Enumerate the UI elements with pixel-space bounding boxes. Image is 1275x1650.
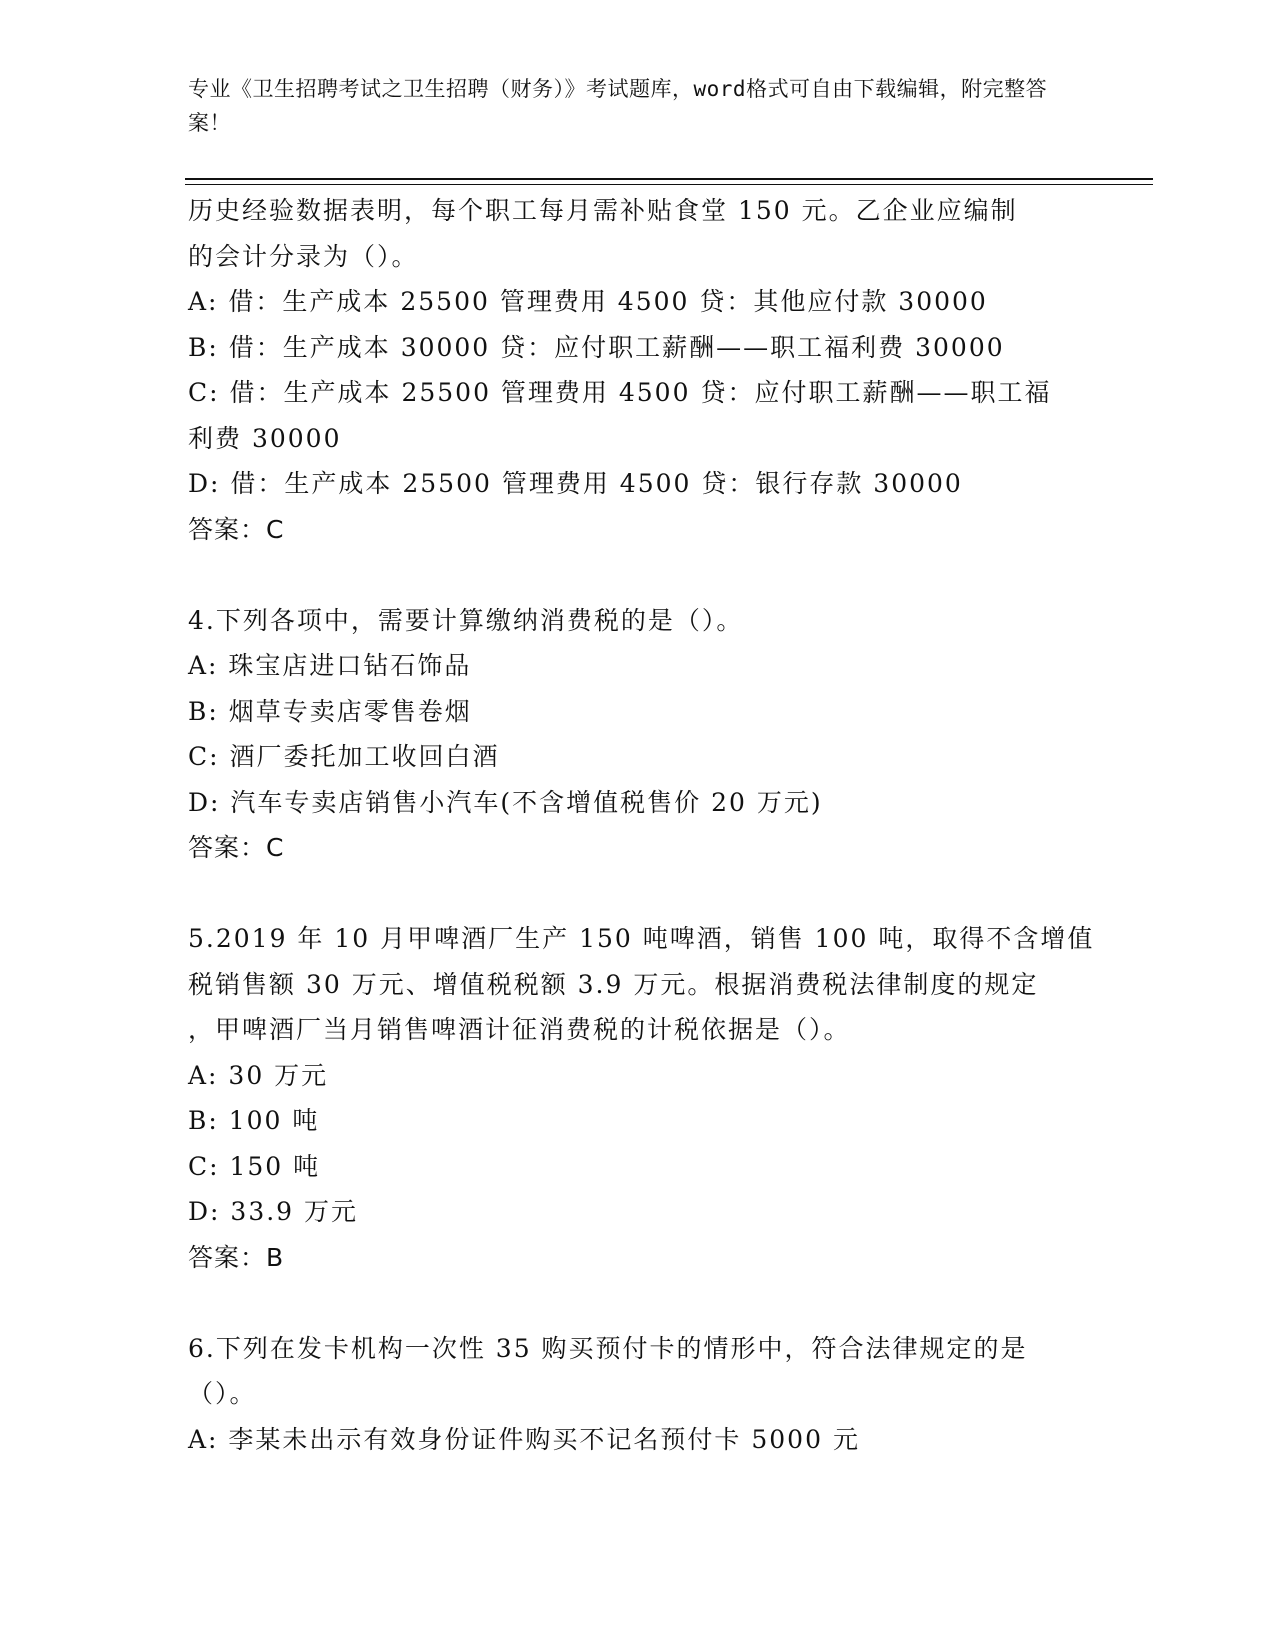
question-5-option-c: C: 150 吨 [188,1151,321,1181]
question-5-option-a: A: 30 万元 [188,1060,329,1090]
question-3-option-a: A: 借：生产成本 25500 管理费用 4500 贷：其他应付款 30000 [188,287,988,316]
question-4-option-b: B: 烟草专卖店零售卷烟 [188,696,472,726]
header-divider-thin [185,184,1153,185]
question-3-stem-line-1: 历史经验数据表明，每个职工每月需补贴食堂 150 元。乙企业应编制 [188,196,1018,225]
question-5-option-b: B: 100 吨 [188,1106,320,1135]
question-4-option-a: A: 珠宝店进口钻石饰品 [188,651,472,680]
question-5-stem-line-2: 税销售额 30 万元、增值税税额 3.9 万元。根据消费税法律制度的规定 [188,969,1039,999]
question-3-answer: 答案：C [188,514,285,544]
question-6-stem-line-1: 6.下列在发卡机构一次性 35 购买预付卡的情形中，符合法律规定的是 [188,1333,1028,1363]
question-4-option-c: C: 酒厂委托加工收回白酒 [188,742,500,771]
question-4-answer: 答案：C [188,833,285,862]
spacer [188,552,1088,598]
question-3-stem-line-2: 的会计分录为（）。 [188,241,419,271]
question-6-block [188,1326,1088,1463]
question-6-option-a: A: 李某未出示有效身份证件购买不记名预付卡 5000 元 [188,1424,860,1454]
question-3-option-b: B: 借：生产成本 30000 贷：应付职工薪酬——职工福利费 30000 [188,332,1005,362]
question-3-option-d: D: 借：生产成本 25500 管理费用 4500 贷：银行存款 30000 [188,469,963,498]
question-3-block [188,188,1088,552]
question-5-stem-line-1: 5.2019 年 10 月甲啤酒厂生产 150 吨啤酒，销售 100 吨，取得不含增值 [188,924,1095,953]
question-6-stem-line-2: （）。 [188,1379,257,1408]
question-5-stem-line-3: ，甲啤酒厂当月销售啤酒计征消费税的计税依据是（）。 [188,1015,851,1044]
question-5-option-d: D: 33.9 万元 [188,1197,359,1226]
question-4-stem: 4.下列各项中，需要计算缴纳消费税的是（）。 [188,605,744,635]
question-5-answer: 答案：B [188,1242,285,1272]
document-header: 专业《卫生招聘考试之卫生招聘（财务）》考试题库，word格式可自由下载编辑，附完整答案！ [188,77,1048,135]
question-4-option-d: D: 汽车专卖店销售小汽车(不含增值税售价 20 万元) [188,787,823,817]
spacer [188,871,1088,917]
question-3-option-c-line-1: C: 借：生产成本 25500 管理费用 4500 贷：应付职工薪酬——职工福 [188,378,1052,407]
spacer [188,1280,1088,1326]
header-divider-thick [185,178,1153,180]
question-4-block [188,598,1088,871]
question-3-option-c-line-2: 利费 30000 [188,423,342,453]
question-content [188,188,1095,1462]
question-5-block [188,916,1095,1280]
